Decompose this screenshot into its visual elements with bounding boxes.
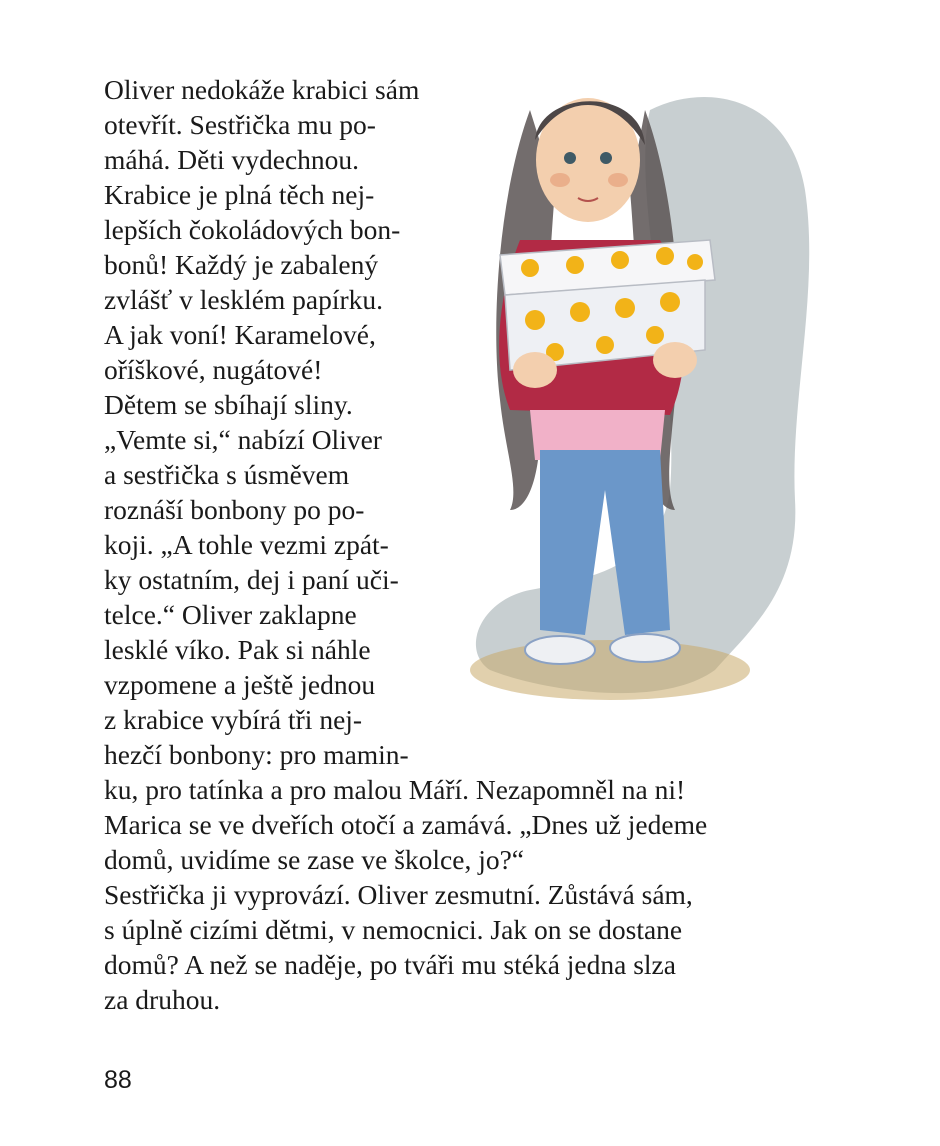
- text-line: oříškové, nugátové!: [104, 354, 323, 385]
- text-line: ky ostatním, dej i paní uči-: [104, 564, 399, 595]
- text-line: s úplně cizími dětmi, v nemocnici. Jak on se dostane: [104, 914, 683, 945]
- text-line: za druhou.: [104, 984, 221, 1015]
- text-line: roznáší bonbony po po-: [104, 494, 365, 525]
- text-line: telce.“ Oliver zaklapne: [104, 599, 357, 630]
- text-line: „Vemte si,“ nabízí Oliver: [104, 424, 382, 455]
- text-line: zvlášť v lesklém papírku.: [104, 284, 384, 315]
- illustration-girl-with-box: [460, 70, 830, 710]
- text-line: z krabice vybírá tři nej-: [104, 704, 363, 735]
- text-line: lepších čokoládových bon-: [104, 214, 401, 245]
- page-number: 88: [104, 1066, 132, 1094]
- text-line: vzpomene a ještě jednou: [104, 669, 376, 700]
- text-line: a sestřička s úsměvem: [104, 459, 350, 490]
- text-line: Sestřička ji vyprovází. Oliver zesmutní. Zůstává sám,: [104, 879, 693, 910]
- text-line: lesklé víko. Pak si náhle: [104, 634, 371, 665]
- text-line: hezčí bonbony: pro mamin-: [104, 739, 409, 770]
- text-line: máhá. Děti vydechnou.: [104, 144, 360, 175]
- text-line: bonů! Každý je zabalený: [104, 249, 379, 280]
- text-line: Krabice je plná těch nej-: [104, 179, 375, 210]
- text-line: domů, uvidíme se zase ve školce, jo?“: [104, 844, 525, 875]
- text-line: domů? A než se naděje, po tváři mu stéká jedna slza: [104, 949, 676, 980]
- text-line: ku, pro tatínka a pro malou Máří. Nezapomněl na ni!: [104, 774, 686, 805]
- text-line: A jak voní! Karamelové,: [104, 319, 376, 350]
- text-line: Oliver nedokáže krabici sám: [104, 74, 420, 105]
- text-line: koji. „A tohle vezmi zpát-: [104, 529, 389, 560]
- text-line: Dětem se sbíhají sliny.: [104, 389, 353, 420]
- text-line: otevřít. Sestřička mu po-: [104, 109, 376, 140]
- text-line: Marica se ve dveřích otočí a zamává. „Dnes už jedeme: [104, 809, 708, 840]
